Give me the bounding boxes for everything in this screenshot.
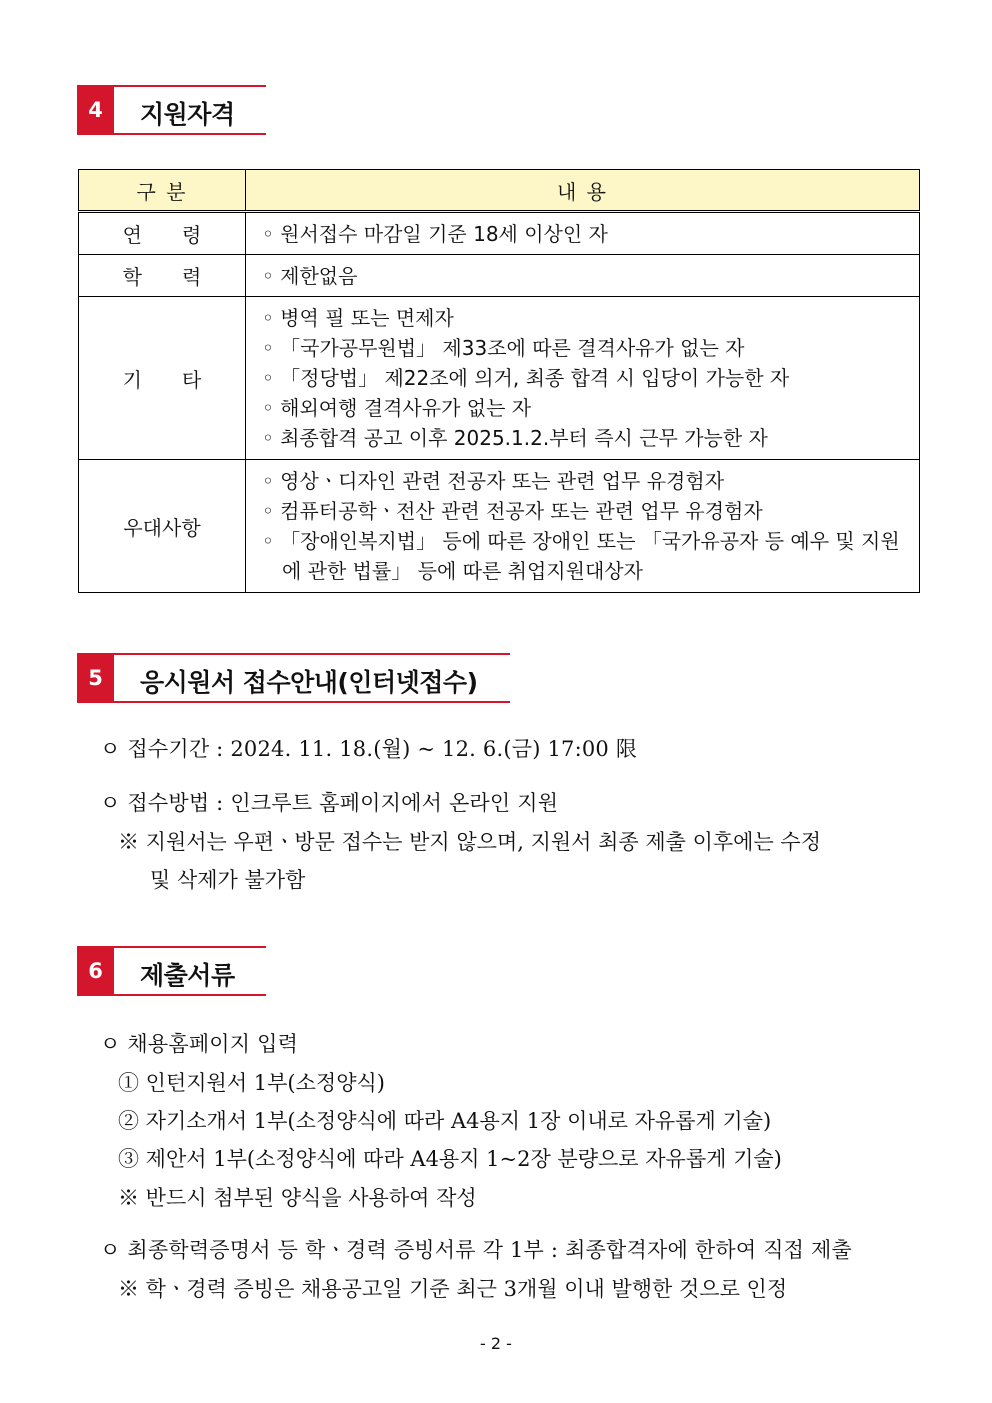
row-content [246,297,920,460]
note: ※ 지원서는 우편ㆍ방문 접수는 받지 않으며, 지원서 최종 제출 이후에는 수정 [118,830,822,854]
qualification-table [78,169,920,593]
section-4-header [77,85,266,135]
list-item: ◦ 병역 필 또는 면제자 [262,306,454,330]
row-content [246,460,920,593]
application-period: ㅇ 접수기간 : 2024. 11. 18.(월) ~ 12. 6.(금) 17:00 限 [100,737,638,761]
document-item: ③ 제안서 1부(소정양식에 따라 A4용지 1~2장 분량으로 자유롭게 기술) [118,1147,782,1171]
section-title: 지원자격 [140,100,235,129]
header-category: 구 분 [79,170,246,212]
list-item: ◦ 영상ㆍ디자인 관련 전공자 또는 관련 업무 유경험자 [262,469,725,493]
page-number: - 2 - [480,1334,512,1353]
table-header-row [79,170,920,212]
row-category: 연 령 [79,212,246,255]
list-item: ◦ 해외여행 결격사유가 없는 자 [262,396,532,420]
list-item: ◦ 제한없음 [262,263,358,288]
row-category: 우대사항 [79,460,246,593]
note: ※ 학ㆍ경력 증빙은 채용공고일 기준 최근 3개월 이내 발행한 것으로 인정 [118,1277,788,1301]
note: ※ 반드시 첨부된 양식을 사용하여 작성 [118,1186,477,1210]
document-item: ① 인턴지원서 1부(소정양식) [118,1071,385,1095]
section-number: 4 [77,85,114,135]
table-row [79,297,920,460]
certificates: ㅇ 최종학력증명서 등 학ㆍ경력 증빙서류 각 1부 : 최종합격자에 한하여 직접 제출 [100,1238,853,1262]
section-title: 응시원서 접수안내(인터넷접수) [140,668,478,697]
table-row [79,255,920,297]
row-category: 학 력 [79,255,246,297]
list-item: ◦ 「정당법」 제22조에 의거, 최종 합격 시 입당이 가능한 자 [262,366,790,390]
table-row [79,212,920,255]
list-item: ◦ 최종합격 공고 이후 2025.1.2.부터 즉시 근무 가능한 자 [262,426,768,450]
section-number: 5 [77,653,114,703]
document-item: ② 자기소개서 1부(소정양식에 따라 A4용지 1장 이내로 자유롭게 기술) [118,1109,772,1133]
row-content [246,255,920,297]
section-title: 제출서류 [140,961,235,990]
note-continued: 및 삭제가 불가함 [150,868,306,892]
list-item: ◦ 컴퓨터공학ㆍ전산 관련 전공자 또는 관련 업무 유경험자 [262,499,763,523]
section-number: 6 [77,946,114,996]
list-item: ◦ 「국가공무원법」 제33조에 따른 결격사유가 없는 자 [262,336,745,360]
section-6-header [77,946,266,996]
list-item: ◦ 원서접수 마감일 기준 18세 이상인 자 [262,221,608,246]
application-method: ㅇ 접수방법 : 인크루트 홈페이지에서 온라인 지원 [100,791,559,815]
row-content [246,212,920,255]
homepage-input: ㅇ 채용홈페이지 입력 [100,1032,299,1056]
section-5-header [77,653,510,703]
row-category: 기 타 [79,297,246,460]
list-item: ◦ 「장애인복지법」 등에 따른 장애인 또는 「국가유공자 등 예우 및 지원에 관한 법률」 등에 따른 취업지원대상자 [262,529,900,583]
header-content: 내 용 [246,170,920,212]
table-row [79,460,920,593]
